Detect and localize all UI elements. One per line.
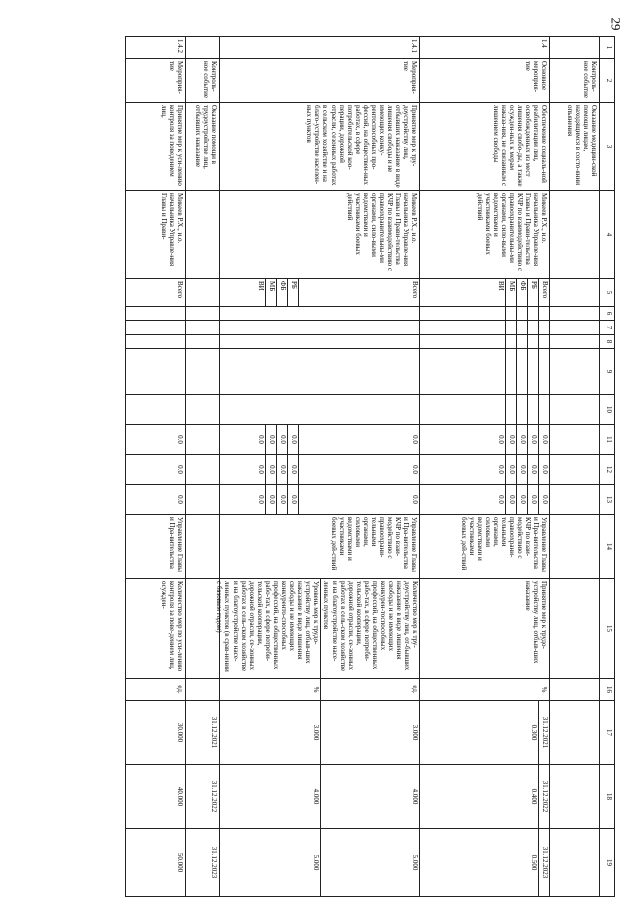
col-header: 5 — [600, 279, 615, 307]
row-number: 1.4 — [420, 37, 550, 59]
responsible-person: Микеев Р.Х., и.о. начальника Управле-ния Главы и Прави- — [126, 191, 186, 279]
row-type: Контроль-ное событие — [550, 59, 600, 103]
indicator-names: Количество мер к тру-доустройству лиц, от-бывших наказание в виде лишения свободы и не имеющих конкурен-тоспособных профессий, на общественных рабо-тах, в сфере потреби-тельской кооперации, дорожной отрасли, се-зонных работах в сель-ском хозяйстве и на благоустройстве насе-ленных пунктов Уровень мер к трудо-устройству лиц, отбыв-ших наказание в виде лишения свободы и не имеющих конкуренто-способных профессий, на общественных рабо-тах, в сфере потреби-тельской кооперации, дорожной отрасли, се-зонных работах в сель-ском хозяйстве и на благоустройстве насе-ленных пунктов (в срав-нении с базовым годом) — [220, 579, 420, 679]
funding-values-col13: 0.0 0.0 0.0 0.0 0.0 — [220, 485, 420, 515]
col-header: 12 — [600, 455, 615, 485]
col-header: 11 — [600, 425, 615, 455]
row-number: 1.4.1 — [220, 37, 420, 59]
row-type: Основное мероприя-тие — [420, 59, 550, 103]
table-row — [186, 37, 220, 897]
row-description: Принятие мер к уси-лению контроля за поведением лиц, — [126, 103, 186, 191]
row-type: Мероприя-тие — [126, 59, 186, 103]
indicator-name: Принятие мер к трудо-устройству лиц, отбыв-ших наказание — [420, 579, 550, 679]
funding-values-col11: 0.0 0.0 0.0 0.0 0.0 — [220, 425, 420, 455]
col-header: 2 — [600, 59, 615, 103]
col-header: 3 — [600, 103, 615, 191]
target-2023: 31.12.2023 0.500 — [420, 829, 550, 897]
col-header: 15 — [600, 579, 615, 679]
target-2022: 40.000 — [126, 765, 186, 829]
table-row — [220, 37, 420, 897]
row-description: Обеспечение социаль-ной реабилитации лиц, освобожденных из мест лишения свобо-ды, а также осужден-ных к мерам наказа-ния, не связанным с лишением свободы — [420, 103, 550, 191]
indicator-unit: ед. — [126, 679, 186, 701]
funding-value-col13: 0.0 — [126, 485, 186, 515]
row-type: Контроль-ное событие — [186, 59, 220, 103]
executor: Управление Главы и Пра-вительства КЧР по взаи-модействию с правоохрани-тельными органами, силовыми ведомствами и участниками боевых дей-ствий — [220, 515, 420, 579]
event-date-2022: 31.12.2022 — [186, 765, 220, 829]
row-description: Оказание помощи в трудоустройстве лиц, отбывших наказание — [186, 103, 220, 191]
table-row — [420, 37, 550, 897]
funding-values-col12: 0.0 0.0 0.0 0.0 0.0 — [220, 455, 420, 485]
col-header: 18 — [600, 765, 615, 829]
col-header: 16 — [600, 679, 615, 701]
page-number: 29 — [608, 17, 624, 31]
funding-values-col13: 0.0 0.0 0.0 0.0 0.0 — [420, 485, 550, 515]
row-type: Мероприя-тие — [220, 59, 420, 103]
program-table — [125, 36, 615, 897]
indicator-unit: % — [420, 679, 550, 701]
row-number: 1.4.2 — [126, 37, 186, 59]
indicator-name: Количество мер по уси-лению контроля за пове-дением лиц, осужден- — [126, 579, 186, 679]
table-row — [550, 37, 600, 897]
responsible-person: Микеев Р.Х., и.о. начальника Управле-ния Главы и Прави-тельства КЧР по взаимодействию с правоохранительны-ми органами, сило-выми ведомствами и участниками боевых действий — [420, 191, 550, 279]
row-description: Принятие мер к тру-доустройству лиц, отбывших наказание в виде лишения свободы и не имеющих конку-рентоспособных про-фессий, на обществен-ных работах, в сфере потребительской коо-перации, дорожной отрасли, сезонных работах в сельском хозяйстве и на благо-устройстве населен-ных пунктов — [220, 103, 420, 191]
rotated-table-container — [30, 36, 615, 896]
funding-values-col12: 0.0 0.0 0.0 0.0 0.0 — [420, 455, 550, 485]
target-2023: 50.000 — [126, 829, 186, 897]
column-number-row — [600, 37, 615, 897]
col-header: 14 — [600, 515, 615, 579]
responsible-person: Микеев Р.Х., и.о. начальника Управле-ния Главы и Прави-тельства КЧР по взаимодействию с правоохранительны-ми органами, сило-выми ведомствами и участниками боевых действий — [220, 191, 420, 279]
col-header: 10 — [600, 395, 615, 425]
funding-values-col11: 0.0 0.0 0.0 0.0 0.0 — [420, 425, 550, 455]
executor: Управление Главы и Пра-вительства — [126, 515, 186, 579]
col-header: 13 — [600, 485, 615, 515]
target-2021: 3.000 3.000 — [220, 701, 420, 765]
target-2022: 4.000 4.000 — [220, 765, 420, 829]
indicator-units: ед. % — [220, 679, 420, 701]
funding-source-list: Всего РБ ФБ МБ ВИ — [220, 279, 420, 307]
target-2021: 30.000 — [126, 701, 186, 765]
table-row — [126, 37, 186, 897]
target-2023: 5.000 5.000 — [220, 829, 420, 897]
funding-source-list: Всего РБ ФБ МБ ВИ — [420, 279, 550, 307]
col-header: 6 — [600, 307, 615, 321]
event-date-2023: 31.12.2023 — [186, 829, 220, 897]
funding-value-col11: 0.0 — [126, 425, 186, 455]
col-header: 4 — [600, 191, 615, 279]
funding-source: Всего — [126, 279, 186, 307]
col-header: 19 — [600, 829, 615, 897]
event-date-2021: 31.12.2021 — [186, 701, 220, 765]
funding-value-col12: 0.0 — [126, 455, 186, 485]
row-description: Оказание медицин-ской помощи лицам, находящимся в состо-янии опьянения — [550, 103, 600, 191]
col-header: 1 — [600, 37, 615, 59]
col-header: 9 — [600, 349, 615, 395]
target-2022: 31.12.2022 0.400 — [420, 765, 550, 829]
col-header: 17 — [600, 701, 615, 765]
col-header: 8 — [600, 335, 615, 349]
target-2021: 31.12.2021 0.300 — [420, 701, 550, 765]
col-header: 7 — [600, 321, 615, 335]
executor: Управление Главы и Пра-вительства КЧР по взаи-модействию с правоохрани-тельными органами, силовыми ведомствами и участниками боевых дей-ствий — [420, 515, 550, 579]
